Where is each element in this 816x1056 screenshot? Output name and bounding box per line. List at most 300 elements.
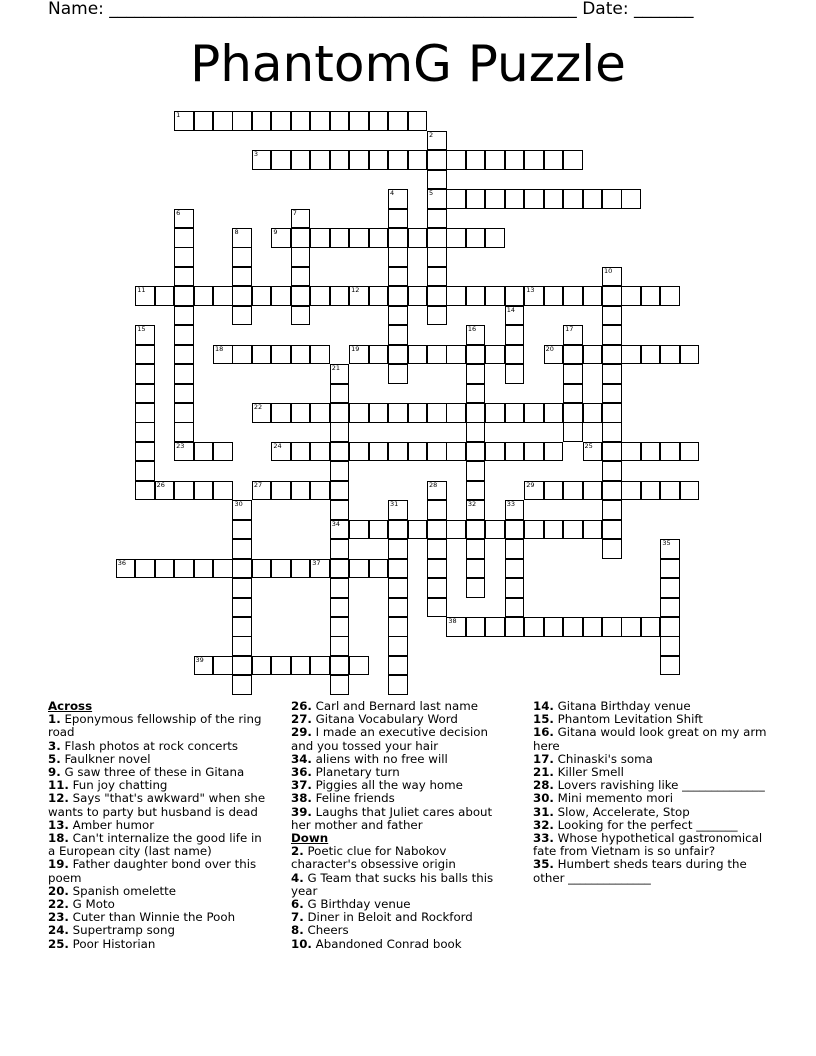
grid-cell[interactable]: [232, 539, 252, 559]
grid-cell[interactable]: [563, 286, 583, 306]
grid-cell[interactable]: [485, 228, 505, 248]
grid-cell[interactable]: [232, 617, 252, 637]
grid-cell[interactable]: [544, 442, 564, 462]
grid-cell[interactable]: [466, 461, 486, 481]
grid-cell[interactable]: [505, 364, 525, 384]
grid-cell[interactable]: [660, 598, 680, 618]
grid-cell[interactable]: [446, 345, 466, 365]
grid-cell[interactable]: [330, 422, 350, 442]
grid-cell[interactable]: [330, 286, 350, 306]
grid-cell[interactable]: [388, 228, 408, 248]
grid-cell[interactable]: [271, 111, 291, 131]
grid-cell[interactable]: [408, 345, 428, 365]
grid-cell[interactable]: [310, 150, 330, 170]
grid-cell[interactable]: [388, 636, 408, 656]
grid-cell[interactable]: [505, 617, 525, 637]
grid-cell[interactable]: [388, 559, 408, 579]
grid-cell[interactable]: [135, 325, 155, 345]
grid-cell[interactable]: [232, 500, 252, 520]
grid-cell[interactable]: [602, 481, 622, 501]
grid-cell[interactable]: [174, 325, 194, 345]
grid-cell[interactable]: [544, 286, 564, 306]
grid-cell[interactable]: [330, 675, 350, 695]
grid-cell[interactable]: [408, 111, 428, 131]
grid-cell[interactable]: [602, 461, 622, 481]
grid-cell[interactable]: [388, 520, 408, 540]
grid-cell[interactable]: [466, 559, 486, 579]
grid-cell[interactable]: [427, 247, 447, 267]
grid-cell[interactable]: [602, 384, 622, 404]
grid-cell[interactable]: [369, 286, 389, 306]
grid-cell[interactable]: [505, 578, 525, 598]
grid-cell[interactable]: [602, 325, 622, 345]
grid-cell[interactable]: [194, 286, 214, 306]
grid-cell[interactable]: [232, 578, 252, 598]
grid-cell[interactable]: [369, 403, 389, 423]
grid-cell[interactable]: [563, 150, 583, 170]
grid-cell[interactable]: [388, 345, 408, 365]
grid-cell[interactable]: [602, 442, 622, 462]
grid-cell[interactable]: [174, 403, 194, 423]
grid-cell[interactable]: [330, 403, 350, 423]
grid-cell[interactable]: [271, 481, 291, 501]
grid-cell[interactable]: [271, 442, 291, 462]
grid-cell[interactable]: [174, 345, 194, 365]
grid-cell[interactable]: [388, 247, 408, 267]
grid-cell[interactable]: [524, 481, 544, 501]
grid-cell[interactable]: [369, 345, 389, 365]
grid-cell[interactable]: [505, 189, 525, 209]
grid-cell[interactable]: [563, 364, 583, 384]
grid-cell[interactable]: [621, 442, 641, 462]
grid-cell[interactable]: [505, 150, 525, 170]
grid-cell[interactable]: [271, 559, 291, 579]
grid-cell[interactable]: [466, 403, 486, 423]
grid-cell[interactable]: [369, 559, 389, 579]
grid-cell[interactable]: [271, 228, 291, 248]
grid-cell[interactable]: [446, 442, 466, 462]
grid-cell[interactable]: [660, 636, 680, 656]
grid-cell[interactable]: [485, 442, 505, 462]
grid-cell[interactable]: [330, 539, 350, 559]
grid-cell[interactable]: [660, 345, 680, 365]
grid-cell[interactable]: [330, 481, 350, 501]
grid-cell[interactable]: [408, 150, 428, 170]
grid-cell[interactable]: [427, 286, 447, 306]
grid-cell[interactable]: [485, 286, 505, 306]
grid-cell[interactable]: [466, 578, 486, 598]
grid-cell[interactable]: [602, 539, 622, 559]
grid-cell[interactable]: [660, 656, 680, 676]
grid-cell[interactable]: [252, 150, 272, 170]
grid-cell[interactable]: [427, 500, 447, 520]
grid-cell[interactable]: [135, 384, 155, 404]
grid-cell[interactable]: [291, 559, 311, 579]
grid-cell[interactable]: [544, 520, 564, 540]
grid-cell[interactable]: [602, 345, 622, 365]
grid-cell[interactable]: [544, 403, 564, 423]
grid-cell[interactable]: [252, 559, 272, 579]
grid-cell[interactable]: [135, 345, 155, 365]
grid-cell[interactable]: [174, 384, 194, 404]
grid-cell[interactable]: [466, 345, 486, 365]
grid-cell[interactable]: [388, 306, 408, 326]
grid-cell[interactable]: [174, 209, 194, 229]
grid-cell[interactable]: [466, 617, 486, 637]
grid-cell[interactable]: [505, 306, 525, 326]
grid-cell[interactable]: [135, 442, 155, 462]
grid-cell[interactable]: [232, 675, 252, 695]
grid-cell[interactable]: [174, 286, 194, 306]
grid-cell[interactable]: [524, 286, 544, 306]
grid-cell[interactable]: [291, 286, 311, 306]
grid-cell[interactable]: [369, 111, 389, 131]
grid-cell[interactable]: [641, 286, 661, 306]
grid-cell[interactable]: [388, 286, 408, 306]
grid-cell[interactable]: [505, 559, 525, 579]
grid-cell[interactable]: [602, 267, 622, 287]
grid-cell[interactable]: [330, 598, 350, 618]
grid-cell[interactable]: [388, 598, 408, 618]
grid-cell[interactable]: [524, 520, 544, 540]
grid-cell[interactable]: [330, 364, 350, 384]
grid-cell[interactable]: [583, 617, 603, 637]
grid-cell[interactable]: [271, 345, 291, 365]
grid-cell[interactable]: [485, 617, 505, 637]
grid-cell[interactable]: [194, 559, 214, 579]
grid-cell[interactable]: [135, 422, 155, 442]
grid-cell[interactable]: [388, 189, 408, 209]
grid-cell[interactable]: [349, 228, 369, 248]
grid-cell[interactable]: [602, 286, 622, 306]
grid-cell[interactable]: [194, 442, 214, 462]
grid-cell[interactable]: [408, 520, 428, 540]
grid-cell[interactable]: [583, 520, 603, 540]
grid-cell[interactable]: [213, 559, 233, 579]
grid-cell[interactable]: [680, 345, 700, 365]
grid-cell[interactable]: [194, 111, 214, 131]
grid-cell[interactable]: [583, 403, 603, 423]
grid-cell[interactable]: [330, 500, 350, 520]
grid-cell[interactable]: [310, 656, 330, 676]
grid-cell[interactable]: [388, 403, 408, 423]
grid-cell[interactable]: [408, 403, 428, 423]
grid-cell[interactable]: [680, 442, 700, 462]
grid-cell[interactable]: [427, 403, 447, 423]
grid-cell[interactable]: [330, 656, 350, 676]
grid-cell[interactable]: [271, 403, 291, 423]
grid-cell[interactable]: [485, 189, 505, 209]
grid-cell[interactable]: [466, 228, 486, 248]
grid-cell[interactable]: [135, 364, 155, 384]
grid-cell[interactable]: [427, 170, 447, 190]
grid-cell[interactable]: [583, 286, 603, 306]
grid-cell[interactable]: [427, 559, 447, 579]
grid-cell[interactable]: [213, 345, 233, 365]
grid-cell[interactable]: [660, 539, 680, 559]
grid-cell[interactable]: [349, 520, 369, 540]
grid-cell[interactable]: [213, 481, 233, 501]
grid-cell[interactable]: [232, 345, 252, 365]
grid-cell[interactable]: [485, 345, 505, 365]
grid-cell[interactable]: [291, 481, 311, 501]
grid-cell[interactable]: [660, 559, 680, 579]
grid-cell[interactable]: [330, 228, 350, 248]
grid-cell[interactable]: [583, 189, 603, 209]
grid-cell[interactable]: [330, 617, 350, 637]
grid-cell[interactable]: [641, 345, 661, 365]
grid-cell[interactable]: [388, 150, 408, 170]
grid-cell[interactable]: [291, 306, 311, 326]
grid-cell[interactable]: [349, 403, 369, 423]
grid-cell[interactable]: [602, 520, 622, 540]
grid-cell[interactable]: [232, 111, 252, 131]
grid-cell[interactable]: [544, 189, 564, 209]
grid-cell[interactable]: [408, 442, 428, 462]
grid-cell[interactable]: [232, 247, 252, 267]
grid-cell[interactable]: [310, 111, 330, 131]
grid-cell[interactable]: [427, 520, 447, 540]
grid-cell[interactable]: [310, 228, 330, 248]
grid-cell[interactable]: [524, 150, 544, 170]
grid-cell[interactable]: [310, 345, 330, 365]
grid-cell[interactable]: [641, 481, 661, 501]
grid-cell[interactable]: [505, 598, 525, 618]
grid-cell[interactable]: [291, 403, 311, 423]
grid-cell[interactable]: [330, 384, 350, 404]
grid-cell[interactable]: [524, 189, 544, 209]
grid-cell[interactable]: [291, 209, 311, 229]
grid-cell[interactable]: [388, 500, 408, 520]
grid-cell[interactable]: [388, 267, 408, 287]
grid-cell[interactable]: [310, 559, 330, 579]
grid-cell[interactable]: [369, 520, 389, 540]
grid-cell[interactable]: [427, 267, 447, 287]
grid-cell[interactable]: [213, 286, 233, 306]
grid-cell[interactable]: [388, 325, 408, 345]
grid-cell[interactable]: [174, 481, 194, 501]
grid-cell[interactable]: [232, 228, 252, 248]
grid-cell[interactable]: [660, 442, 680, 462]
grid-cell[interactable]: [446, 189, 466, 209]
grid-cell[interactable]: [232, 656, 252, 676]
grid-cell[interactable]: [446, 403, 466, 423]
grid-cell[interactable]: [524, 617, 544, 637]
grid-cell[interactable]: [330, 461, 350, 481]
grid-cell[interactable]: [408, 286, 428, 306]
grid-cell[interactable]: [505, 539, 525, 559]
grid-cell[interactable]: [427, 150, 447, 170]
grid-cell[interactable]: [563, 189, 583, 209]
grid-cell[interactable]: [291, 111, 311, 131]
grid-cell[interactable]: [155, 481, 175, 501]
grid-cell[interactable]: [291, 247, 311, 267]
grid-cell[interactable]: [427, 442, 447, 462]
grid-cell[interactable]: [505, 325, 525, 345]
grid-cell[interactable]: [544, 150, 564, 170]
grid-cell[interactable]: [388, 539, 408, 559]
grid-cell[interactable]: [583, 345, 603, 365]
grid-cell[interactable]: [485, 150, 505, 170]
grid-cell[interactable]: [174, 228, 194, 248]
grid-cell[interactable]: [602, 422, 622, 442]
grid-cell[interactable]: [174, 267, 194, 287]
grid-cell[interactable]: [310, 442, 330, 462]
grid-cell[interactable]: [388, 675, 408, 695]
grid-cell[interactable]: [349, 559, 369, 579]
grid-cell[interactable]: [427, 189, 447, 209]
grid-cell[interactable]: [641, 442, 661, 462]
grid-cell[interactable]: [427, 539, 447, 559]
grid-cell[interactable]: [213, 442, 233, 462]
grid-cell[interactable]: [466, 422, 486, 442]
grid-cell[interactable]: [232, 559, 252, 579]
grid-cell[interactable]: [310, 286, 330, 306]
grid-cell[interactable]: [174, 247, 194, 267]
grid-cell[interactable]: [602, 189, 622, 209]
grid-cell[interactable]: [174, 559, 194, 579]
grid-cell[interactable]: [446, 286, 466, 306]
grid-cell[interactable]: [271, 656, 291, 676]
grid-cell[interactable]: [427, 598, 447, 618]
grid-cell[interactable]: [388, 442, 408, 462]
grid-cell[interactable]: [680, 481, 700, 501]
grid-cell[interactable]: [485, 520, 505, 540]
grid-cell[interactable]: [135, 481, 155, 501]
grid-cell[interactable]: [252, 286, 272, 306]
grid-cell[interactable]: [446, 150, 466, 170]
grid-cell[interactable]: [427, 306, 447, 326]
grid-cell[interactable]: [330, 578, 350, 598]
grid-cell[interactable]: [252, 111, 272, 131]
grid-cell[interactable]: [563, 422, 583, 442]
grid-cell[interactable]: [271, 286, 291, 306]
grid-cell[interactable]: [291, 228, 311, 248]
grid-cell[interactable]: [466, 286, 486, 306]
grid-cell[interactable]: [349, 442, 369, 462]
grid-cell[interactable]: [466, 539, 486, 559]
grid-cell[interactable]: [174, 442, 194, 462]
grid-cell[interactable]: [232, 306, 252, 326]
grid-cell[interactable]: [330, 442, 350, 462]
grid-cell[interactable]: [466, 189, 486, 209]
grid-cell[interactable]: [466, 481, 486, 501]
grid-cell[interactable]: [427, 131, 447, 151]
grid-cell[interactable]: [349, 150, 369, 170]
grid-cell[interactable]: [232, 636, 252, 656]
grid-cell[interactable]: [660, 481, 680, 501]
grid-cell[interactable]: [427, 228, 447, 248]
grid-cell[interactable]: [174, 111, 194, 131]
grid-cell[interactable]: [563, 345, 583, 365]
grid-cell[interactable]: [563, 384, 583, 404]
grid-cell[interactable]: [213, 111, 233, 131]
grid-cell[interactable]: [602, 500, 622, 520]
grid-cell[interactable]: [505, 286, 525, 306]
grid-cell[interactable]: [427, 481, 447, 501]
grid-cell[interactable]: [388, 111, 408, 131]
grid-cell[interactable]: [505, 442, 525, 462]
grid-cell[interactable]: [388, 209, 408, 229]
grid-cell[interactable]: [660, 578, 680, 598]
grid-cell[interactable]: [602, 364, 622, 384]
grid-cell[interactable]: [388, 617, 408, 637]
grid-cell[interactable]: [232, 267, 252, 287]
grid-cell[interactable]: [135, 403, 155, 423]
grid-cell[interactable]: [232, 598, 252, 618]
grid-cell[interactable]: [563, 481, 583, 501]
grid-cell[interactable]: [291, 656, 311, 676]
grid-cell[interactable]: [641, 617, 661, 637]
grid-cell[interactable]: [232, 520, 252, 540]
grid-cell[interactable]: [252, 403, 272, 423]
grid-cell[interactable]: [349, 345, 369, 365]
grid-cell[interactable]: [291, 442, 311, 462]
grid-cell[interactable]: [369, 442, 389, 462]
grid-cell[interactable]: [369, 150, 389, 170]
grid-cell[interactable]: [252, 481, 272, 501]
grid-cell[interactable]: [563, 325, 583, 345]
grid-cell[interactable]: [310, 403, 330, 423]
grid-cell[interactable]: [621, 286, 641, 306]
grid-cell[interactable]: [330, 111, 350, 131]
grid-cell[interactable]: [446, 520, 466, 540]
grid-cell[interactable]: [330, 559, 350, 579]
grid-cell[interactable]: [232, 286, 252, 306]
grid-cell[interactable]: [563, 403, 583, 423]
grid-cell[interactable]: [485, 403, 505, 423]
grid-cell[interactable]: [466, 150, 486, 170]
grid-cell[interactable]: [388, 364, 408, 384]
grid-cell[interactable]: [524, 442, 544, 462]
grid-cell[interactable]: [660, 617, 680, 637]
grid-cell[interactable]: [602, 403, 622, 423]
grid-cell[interactable]: [271, 150, 291, 170]
grid-cell[interactable]: [427, 345, 447, 365]
grid-cell[interactable]: [155, 286, 175, 306]
grid-cell[interactable]: [602, 617, 622, 637]
grid-cell[interactable]: [291, 150, 311, 170]
grid-cell[interactable]: [213, 656, 233, 676]
grid-cell[interactable]: [660, 286, 680, 306]
grid-cell[interactable]: [621, 617, 641, 637]
grid-cell[interactable]: [174, 306, 194, 326]
grid-cell[interactable]: [408, 228, 428, 248]
grid-cell[interactable]: [135, 286, 155, 306]
grid-cell[interactable]: [427, 578, 447, 598]
grid-cell[interactable]: [174, 422, 194, 442]
grid-cell[interactable]: [194, 656, 214, 676]
grid-cell[interactable]: [388, 656, 408, 676]
grid-cell[interactable]: [466, 520, 486, 540]
grid-cell[interactable]: [330, 636, 350, 656]
grid-cell[interactable]: [252, 345, 272, 365]
grid-cell[interactable]: [349, 656, 369, 676]
grid-cell[interactable]: [621, 481, 641, 501]
grid-cell[interactable]: [155, 559, 175, 579]
grid-cell[interactable]: [621, 345, 641, 365]
grid-cell[interactable]: [291, 267, 311, 287]
grid-cell[interactable]: [446, 228, 466, 248]
grid-cell[interactable]: [563, 520, 583, 540]
grid-cell[interactable]: [544, 345, 564, 365]
grid-cell[interactable]: [310, 481, 330, 501]
grid-cell[interactable]: [174, 364, 194, 384]
grid-cell[interactable]: [135, 559, 155, 579]
grid-cell[interactable]: [369, 228, 389, 248]
grid-cell[interactable]: [135, 461, 155, 481]
grid-cell[interactable]: [505, 403, 525, 423]
